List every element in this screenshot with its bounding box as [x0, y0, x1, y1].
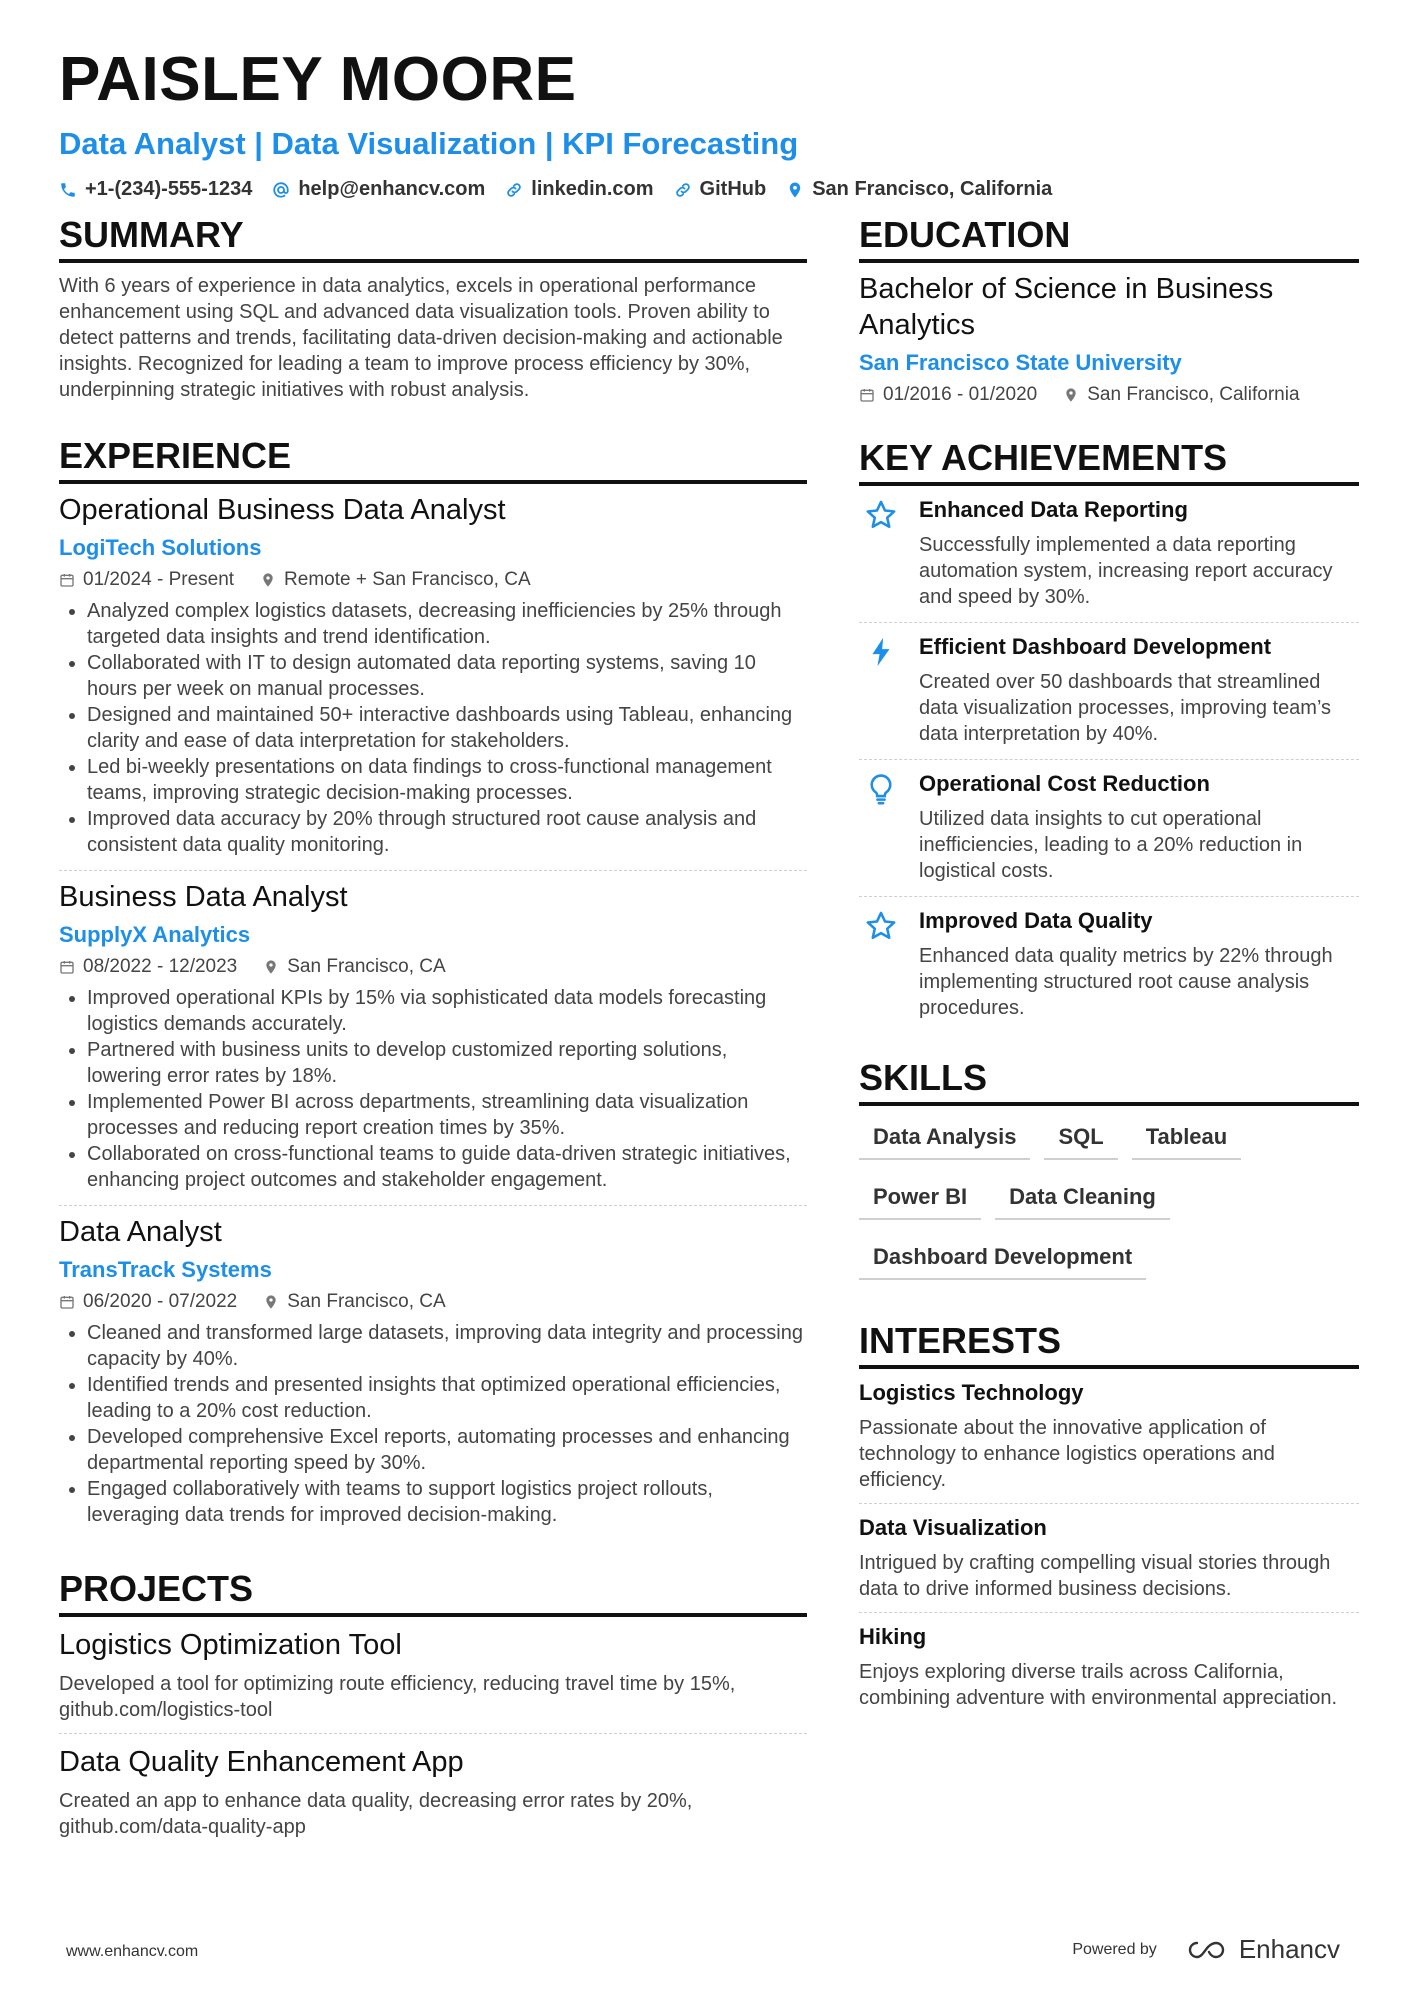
powered-by-text: Powered by: [1072, 1940, 1157, 1958]
job-dates: [59, 568, 234, 592]
link-icon: [505, 181, 523, 199]
location-pin-icon: [263, 959, 279, 975]
bullet-item: • Engaged collaboratively with teams to support logistics project rollouts, leveraging data trends for improved decision-making.: [87, 1476, 807, 1528]
education-meta: [859, 383, 1359, 407]
interest-title: Data Visualization: [859, 1515, 1047, 1540]
achievement-entry: [859, 897, 1359, 1033]
job-entry: [59, 871, 807, 1206]
location-pin-icon: [786, 181, 804, 199]
contact-email-text: help@enhancv.com: [298, 178, 486, 200]
interest-entry: [859, 1504, 1359, 1613]
education-location-text: San Francisco, California: [1087, 384, 1300, 405]
interest-text: Enjoys exploring diverse trails across California, combining adventure with environmental appreciation.: [859, 1661, 1338, 1709]
achievement-entry: [859, 623, 1359, 760]
job-meta: [59, 568, 807, 592]
skills-list: [859, 1120, 1359, 1280]
achievement-entry: [859, 760, 1359, 897]
interest-title: Logistics Technology: [859, 1380, 1084, 1405]
skill-tag: Dashboard Development: [859, 1240, 1146, 1280]
contact-phone[interactable]: [59, 178, 252, 201]
footer-branding: [1072, 1934, 1340, 1965]
section-title: INTERESTS: [859, 1320, 1359, 1369]
achievements-section: [859, 437, 1359, 1033]
job-meta: [59, 955, 807, 979]
enhancv-logo-icon: [1183, 1938, 1229, 1962]
achievement-title: Enhanced Data Reporting: [919, 497, 1188, 522]
interest-text: Passionate about the innovative application of technology to enhance logistics operations and efficiency.: [859, 1417, 1275, 1491]
star-icon: [864, 909, 898, 943]
summary-text: With 6 years of experience in data analytics, excels in operational performance enhancement using SQL and advanced data visualization tools. Proven ability to detect patterns and trends, facilitating data-driven decision-making and actionable insights. Recognized for leading a team to improve process efficiency by 30%, underpinning strategic initiatives with robust analysis.: [59, 275, 783, 401]
contact-location-text: San Francisco, California: [812, 178, 1053, 200]
footer-website[interactable]: www.enhancv.com: [66, 1943, 199, 1960]
section-title: KEY ACHIEVEMENTS: [859, 437, 1359, 486]
bullet-item: • Analyzed complex logistics datasets, decreasing inefficiencies by 25% through targeted data insights and trend identification.: [87, 598, 807, 650]
skill-tag: Data Analysis: [859, 1120, 1030, 1160]
section-title: SUMMARY: [59, 214, 807, 263]
bullet-item: • Partnered with business units to develop customized reporting solutions, lowering error rates by 18%.: [87, 1037, 807, 1089]
company-name[interactable]: SupplyX Analytics: [59, 922, 251, 947]
job-bullets: [59, 985, 807, 1193]
achievement-text: Enhanced data quality metrics by 22% through implementing structured root cause analysis procedures.: [919, 945, 1333, 1019]
job-bullets: [59, 598, 807, 858]
contact-github-text: GitHub: [699, 178, 767, 200]
interest-text: Intrigued by crafting compelling visual stories through data to drive informed business decisions.: [859, 1552, 1331, 1600]
projects-section: [59, 1568, 807, 1850]
job-dates-text: 01/2024 - Present: [83, 569, 235, 590]
degree-title: Bachelor of Science in Business Analytics: [859, 273, 1274, 341]
contact-github[interactable]: [674, 178, 767, 201]
job-dates: [59, 1290, 237, 1314]
calendar-icon: [59, 572, 75, 588]
skill-tag: Data Cleaning: [995, 1180, 1170, 1220]
contact-location: [786, 178, 1052, 201]
job-entry: [59, 484, 807, 871]
bullet-item: • Developed comprehensive Excel reports, automating processes and enhancing departmental reporting speed by 30%.: [87, 1424, 807, 1476]
interest-title: Hiking: [859, 1624, 927, 1649]
right-column: [859, 214, 1359, 1753]
bullet-item: • Designed and maintained 50+ interactive dashboards using Tableau, enhancing clarity and ease of data interpretation for stakeholders.: [87, 702, 807, 754]
job-location-text: San Francisco, CA: [287, 1291, 446, 1312]
contact-row: [59, 178, 1359, 201]
project-text: Created an app to enhance data quality, decreasing error rates by 20%, github.com/data-quality-app: [59, 1790, 693, 1838]
lightning-icon: [864, 635, 898, 669]
company-name[interactable]: TransTrack Systems: [59, 1257, 272, 1282]
interests-section: [859, 1320, 1359, 1721]
bullet-item: • Collaborated with IT to design automated data reporting systems, saving 10 hours per week on manual processes.: [87, 650, 807, 702]
job-location-text: San Francisco, CA: [287, 956, 446, 977]
left-column: [59, 214, 807, 1882]
candidate-name: PAISLEY MOORE: [59, 45, 577, 114]
school-name[interactable]: San Francisco State University: [859, 350, 1182, 375]
bullet-item: • Led bi-weekly presentations on data findings to cross-functional management teams, improving strategic decision-making processes.: [87, 754, 807, 806]
job-dates: [59, 955, 237, 979]
star-icon: [864, 498, 898, 532]
education-dates-text: 01/2016 - 01/2020: [883, 384, 1038, 405]
company-name[interactable]: LogiTech Solutions: [59, 535, 262, 560]
experience-section: [59, 435, 807, 1540]
calendar-icon: [59, 959, 75, 975]
phone-icon: [59, 181, 77, 199]
job-location: [260, 568, 531, 592]
job-title: Data Analyst: [59, 1216, 222, 1248]
skill-tag: Tableau: [1132, 1120, 1242, 1160]
at-icon: [272, 181, 290, 199]
contact-linkedin[interactable]: [505, 178, 653, 201]
lightbulb-icon: [864, 772, 898, 806]
bullet-item: • Improved data accuracy by 20% through structured root cause analysis and consistent data quality monitoring.: [87, 806, 807, 858]
interest-entry: [859, 1613, 1359, 1721]
job-title: Operational Business Data Analyst: [59, 494, 506, 526]
project-title: Data Quality Enhancement App: [59, 1746, 464, 1778]
achievement-title: Operational Cost Reduction: [919, 771, 1210, 796]
education-section: [859, 214, 1359, 407]
link-icon: [674, 181, 692, 199]
contact-linkedin-text: linkedin.com: [531, 178, 654, 200]
location-pin-icon: [260, 572, 276, 588]
section-title: EXPERIENCE: [59, 435, 807, 484]
interest-entry: [859, 1369, 1359, 1504]
candidate-tagline: Data Analyst | Data Visualization | KPI Forecasting: [59, 126, 799, 161]
job-dates-text: 08/2022 - 12/2023: [83, 956, 238, 977]
job-dates-text: 06/2020 - 07/2022: [83, 1291, 238, 1312]
education-dates: [859, 383, 1037, 407]
project-text: Developed a tool for optimizing route efficiency, reducing travel time by 15%, github.com/logistics-tool: [59, 1673, 736, 1721]
bullet-item: • Implemented Power BI across departments, streamlining data visualization processes and reducing report creation times by 35%.: [87, 1089, 807, 1141]
summary-section: [59, 214, 807, 403]
job-location: [263, 955, 445, 979]
skill-tag: SQL: [1044, 1120, 1117, 1160]
achievement-title: Improved Data Quality: [919, 908, 1153, 933]
achievement-text: Utilized data insights to cut operational inefficiencies, leading to a 20% reduction in logistical costs.: [919, 808, 1303, 882]
contact-email[interactable]: [272, 178, 485, 201]
achievement-entry: [859, 486, 1359, 623]
project-entry: [59, 1617, 807, 1734]
bullet-item: • Identified trends and presented insights that optimized operational efficiencies, leading to a 20% cost reduction.: [87, 1372, 807, 1424]
job-title: Business Data Analyst: [59, 881, 348, 913]
bullet-item: • Improved operational KPIs by 15% via sophisticated data models forecasting logistics demands accurately.: [87, 985, 807, 1037]
job-entry: [59, 1206, 807, 1540]
contact-phone-text: +1-(234)-555-1234: [85, 178, 253, 200]
location-pin-icon: [1063, 387, 1079, 403]
job-bullets: [59, 1320, 807, 1528]
bullet-item: • Collaborated on cross-functional teams to guide data-driven strategic initiatives, enhancing project outcomes and stakeholder engagement.: [87, 1141, 807, 1193]
achievement-title: Efficient Dashboard Development: [919, 634, 1272, 659]
section-title: SKILLS: [859, 1057, 1359, 1106]
achievement-text: Successfully implemented a data reporting automation system, increasing report accuracy and speed by 30%.: [919, 534, 1333, 608]
achievement-text: Created over 50 dashboards that streamlined data visualization processes, improving team’s data interpretation by 40%.: [919, 671, 1332, 745]
bullet-item: • Cleaned and transformed large datasets, improving data integrity and processing capacity by 40%.: [87, 1320, 807, 1372]
skills-section: [859, 1057, 1359, 1280]
brand-name: Enhancv: [1238, 1934, 1340, 1964]
job-location: [263, 1290, 445, 1314]
project-entry: [59, 1734, 807, 1850]
skill-tag: Power BI: [859, 1180, 981, 1220]
brand-logo[interactable]: [1183, 1934, 1340, 1965]
calendar-icon: [859, 387, 875, 403]
job-meta: [59, 1290, 807, 1314]
education-location: [1063, 383, 1299, 407]
calendar-icon: [59, 1294, 75, 1310]
location-pin-icon: [263, 1294, 279, 1310]
resume-header: [59, 42, 1359, 201]
project-title: Logistics Optimization Tool: [59, 1629, 402, 1661]
section-title: PROJECTS: [59, 1568, 807, 1617]
job-location-text: Remote + San Francisco, CA: [284, 569, 531, 590]
section-title: EDUCATION: [859, 214, 1359, 263]
